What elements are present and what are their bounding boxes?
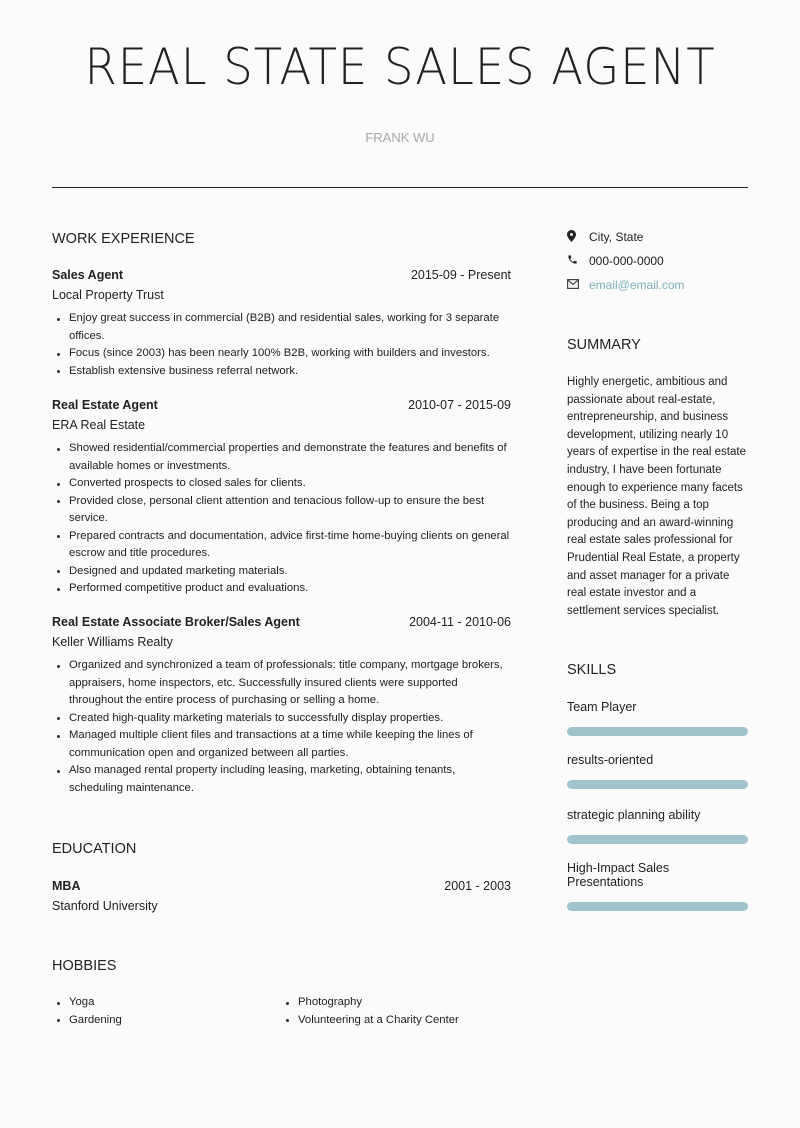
skill-level-bar bbox=[567, 780, 748, 789]
job-bullet: Converted prospects to closed sales for clients. bbox=[52, 475, 511, 493]
degree: MBA bbox=[52, 879, 81, 893]
job-entry bbox=[52, 396, 511, 598]
contact-email[interactable] bbox=[567, 276, 685, 294]
job-bullet: Showed residential/commercial properties and demonstrate the features and benefits of available homes or investments. bbox=[52, 440, 511, 475]
skill-name: Team Player bbox=[567, 700, 637, 714]
school: Stanford University bbox=[52, 898, 158, 913]
skill-item bbox=[567, 753, 748, 789]
divider bbox=[52, 187, 748, 188]
job-dates: 2010-07 - 2015-09 bbox=[408, 398, 511, 412]
job-bullet: Organized and synchronized a team of professionals: title company, mortgage brokers, appraisers, home inspectors, etc. Successfully insured clients were supported throughout the entire process of purchasing or selling a home. bbox=[52, 657, 511, 710]
hobby-item: Photography bbox=[281, 994, 459, 1012]
job-dates: 2004-11 - 2010-06 bbox=[409, 615, 511, 629]
job-bullet: Also managed rental property including leasing, marketing, obtaining tenants, scheduling maintenance. bbox=[52, 762, 511, 797]
location-text: City, State bbox=[589, 230, 644, 244]
job-bullet: Prepared contracts and documentation, advice first-time home-buying clients on general escrow and title procedures. bbox=[52, 528, 511, 563]
contact-phone bbox=[567, 252, 664, 270]
job-entry bbox=[52, 613, 511, 797]
job-bullet: Establish extensive business referral network. bbox=[52, 363, 511, 381]
skill-item bbox=[567, 700, 748, 736]
skill-name: strategic planning ability bbox=[567, 808, 701, 822]
job-entry bbox=[52, 266, 511, 380]
phone-icon bbox=[567, 254, 589, 268]
skill-name: High-Impact Sales Presentations bbox=[567, 861, 670, 889]
education-dates: 2001 - 2003 bbox=[444, 879, 511, 893]
skill-name: results-oriented bbox=[567, 753, 654, 767]
hobby-item: Yoga bbox=[52, 994, 122, 1012]
email-link[interactable]: email@email.com bbox=[589, 278, 685, 292]
job-bullet: Focus (since 2003) has been nearly 100% B2B, working with builders and investors. bbox=[52, 345, 511, 363]
job-title: Real Estate Agent bbox=[52, 398, 158, 412]
hobby-item: Gardening bbox=[52, 1012, 122, 1030]
skill-level-bar bbox=[567, 727, 748, 736]
job-bullet: Designed and updated marketing materials. bbox=[52, 563, 511, 581]
hobbies-list-1 bbox=[52, 994, 122, 1029]
company: ERA Real Estate bbox=[52, 417, 146, 432]
skill-item bbox=[567, 861, 748, 911]
work-experience-heading: WORK EXPERIENCE bbox=[52, 231, 195, 247]
job-bullets bbox=[52, 440, 511, 598]
education-entry bbox=[52, 877, 511, 921]
job-bullet: Enjoy great success in commercial (B2B) and residential sales, working for 3 separate offices. bbox=[52, 310, 511, 345]
skills-heading: SKILLS bbox=[567, 662, 617, 678]
job-bullet: Created high-quality marketing materials to successfully display properties. bbox=[52, 710, 511, 728]
map-pin-icon bbox=[567, 230, 589, 245]
envelope-icon bbox=[567, 279, 589, 292]
contact-location bbox=[567, 228, 643, 246]
education-heading: EDUCATION bbox=[52, 841, 137, 857]
summary-text: Highly energetic, ambitious and passionate about real-estate, entrepreneurship, and business development, utilizing nearly 10 years of expertise in the real estate industry, I have been fortunate enough to experience many facets of the business. Being a top producing and an award-winning real estate sales professional for Prudential Real Estate, a property and asset manager for a private real estate investor and a settlement services specialist. bbox=[567, 376, 746, 617]
job-bullets bbox=[52, 310, 511, 380]
hobby-item: Volunteering at a Charity Center bbox=[281, 1012, 459, 1030]
company: Keller Williams Realty bbox=[52, 634, 173, 649]
hobbies-list-2 bbox=[281, 994, 459, 1029]
job-title: Sales Agent bbox=[52, 268, 124, 282]
company: Local Property Trust bbox=[52, 287, 164, 302]
phone-text: 000-000-0000 bbox=[589, 254, 664, 268]
job-bullets bbox=[52, 657, 511, 797]
job-dates: 2015-09 - Present bbox=[410, 268, 511, 282]
skill-item bbox=[567, 808, 748, 844]
job-bullet: Managed multiple client files and transactions at a time while keeping the lines of communication open and organized between all parties. bbox=[52, 727, 511, 762]
summary-heading: SUMMARY bbox=[567, 337, 641, 353]
job-bullet: Provided close, personal client attention and tenacious follow-up to ensure the best service. bbox=[52, 493, 511, 528]
job-bullet: Performed competitive product and evaluations. bbox=[52, 580, 511, 598]
hobbies-heading: HOBBIES bbox=[52, 958, 117, 974]
skill-level-bar bbox=[567, 902, 748, 911]
skill-level-bar bbox=[567, 835, 748, 844]
candidate-name: FRANK WU bbox=[365, 130, 435, 145]
job-title: Real Estate Associate Broker/Sales Agent bbox=[52, 615, 300, 629]
page-title: REAL STATE SALES AGENT bbox=[84, 38, 716, 96]
